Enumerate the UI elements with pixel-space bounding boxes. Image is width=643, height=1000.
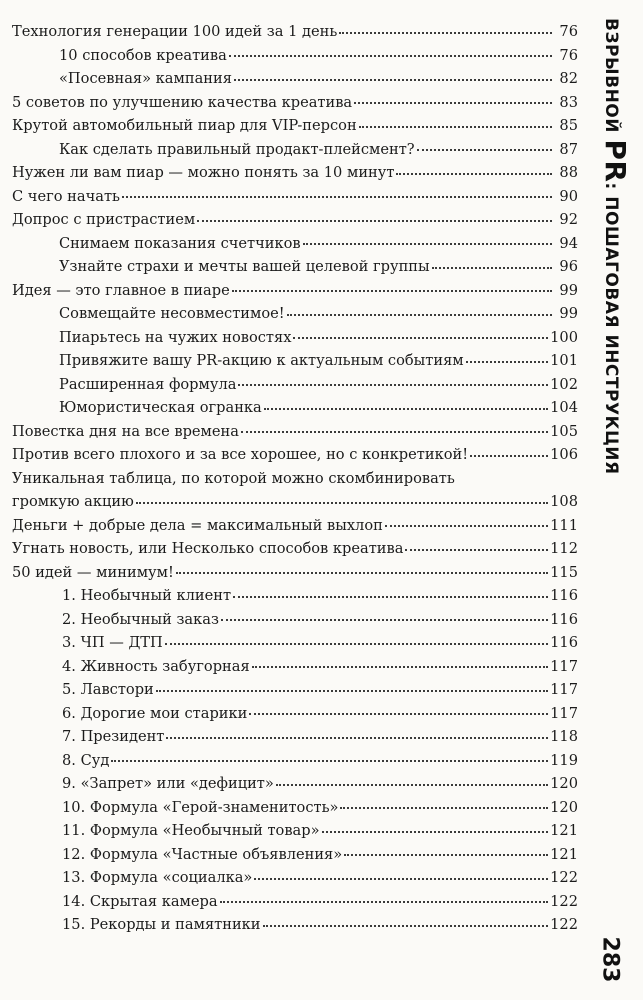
toc-entry-title: Совмещайте несовместимое! bbox=[59, 305, 285, 322]
dot-leader bbox=[166, 736, 548, 739]
dot-leader bbox=[287, 313, 552, 316]
toc-entry bbox=[12, 890, 578, 914]
toc-entry bbox=[12, 232, 578, 256]
toc-entry-title: «Посевная» кампания bbox=[59, 70, 232, 87]
book-title bbox=[599, 18, 632, 475]
toc-entry bbox=[12, 373, 578, 397]
book-title-pr: PR bbox=[599, 139, 632, 183]
toc-entry-title: 14. Скрытая камера bbox=[62, 892, 218, 910]
dot-leader bbox=[241, 430, 548, 433]
toc-entry bbox=[12, 631, 578, 655]
toc-entry-title: 10. Формула «Герой-знаменитость» bbox=[62, 798, 339, 816]
toc-entry bbox=[12, 114, 578, 138]
toc-page-number: 117 bbox=[550, 704, 578, 722]
toc-entry bbox=[12, 208, 578, 232]
dot-leader bbox=[229, 54, 552, 57]
toc-entry bbox=[12, 514, 578, 538]
toc-entry bbox=[12, 20, 578, 44]
dot-leader bbox=[432, 266, 552, 269]
toc-page-number: 105 bbox=[550, 422, 578, 440]
dot-leader bbox=[276, 783, 548, 786]
dot-leader bbox=[136, 501, 548, 504]
book-title-part3: : ПОШАГОВАЯ ИНСТРУКЦИЯ bbox=[601, 182, 621, 475]
toc-entry bbox=[12, 537, 578, 561]
dot-leader bbox=[220, 900, 549, 903]
dot-leader bbox=[176, 571, 548, 574]
dot-leader bbox=[303, 242, 552, 245]
dot-leader bbox=[293, 336, 548, 339]
toc-entry bbox=[12, 443, 578, 467]
toc-entry-title: Как сделать правильный продакт-плейсмент? bbox=[59, 140, 415, 158]
toc-page-number: 96 bbox=[559, 258, 578, 275]
toc-page-number: 99 bbox=[559, 281, 578, 299]
toc-page-number: 122 bbox=[550, 869, 578, 886]
toc-entry bbox=[12, 843, 578, 867]
dot-leader bbox=[359, 125, 552, 128]
toc-entry-title: Допрос с пристрастием bbox=[12, 211, 196, 228]
toc-entry-title: Идея — это главное в пиаре bbox=[12, 281, 230, 299]
toc-entry bbox=[12, 420, 578, 444]
book-title-part1: ВЗРЫВНОЙ bbox=[601, 18, 621, 140]
toc-page-number: 115 bbox=[550, 563, 578, 581]
toc-entry bbox=[12, 725, 578, 749]
dot-leader bbox=[233, 595, 548, 598]
dot-leader bbox=[385, 524, 548, 527]
dot-leader bbox=[263, 924, 549, 927]
toc-entry bbox=[12, 913, 578, 937]
toc-page-number: 118 bbox=[550, 728, 578, 745]
toc-entry bbox=[12, 67, 578, 91]
toc-entry-title: 10 способов креатива bbox=[59, 46, 227, 64]
toc-page-number: 100 bbox=[550, 328, 578, 346]
toc-entry bbox=[12, 349, 578, 373]
toc-entry-title: 50 идей — минимум! bbox=[12, 563, 174, 581]
toc-page-number: 82 bbox=[559, 70, 578, 87]
toc-page-number: 102 bbox=[550, 375, 578, 393]
dot-leader bbox=[156, 689, 548, 692]
toc-entry bbox=[12, 655, 578, 679]
table-of-contents bbox=[12, 20, 578, 937]
toc-page-number: 85 bbox=[559, 117, 578, 134]
toc-entry-title: Привяжите вашу PR-акцию к актуальным событиям bbox=[59, 352, 464, 369]
toc-page-number: 117 bbox=[550, 681, 578, 698]
dot-leader bbox=[234, 78, 552, 81]
toc-entry-title: Крутой автомобильный пиар для VIP-персон bbox=[12, 117, 357, 134]
toc-page-number: 76 bbox=[559, 46, 578, 64]
toc-entry-title: Нужен ли вам пиар — можно понять за 10 минут bbox=[12, 164, 395, 181]
toc-entry-title: 5. Лавстори bbox=[62, 681, 154, 698]
toc-entry-title: Узнайте страхи и мечты вашей целевой группы bbox=[59, 258, 430, 275]
dot-leader bbox=[254, 877, 548, 880]
toc-entry bbox=[12, 91, 578, 115]
toc-entry bbox=[12, 584, 578, 608]
dot-leader bbox=[232, 289, 552, 292]
dot-leader bbox=[417, 148, 552, 151]
toc-entry bbox=[12, 161, 578, 185]
toc-page-number: 112 bbox=[550, 540, 578, 557]
dot-leader bbox=[249, 712, 548, 715]
toc-entry bbox=[12, 749, 578, 773]
toc-entry bbox=[12, 561, 578, 585]
dot-leader bbox=[221, 618, 548, 621]
toc-entry-title: 11. Формула «Необычный товар» bbox=[62, 822, 320, 839]
toc-entry-title: Расширенная формула bbox=[59, 375, 237, 393]
toc-page-number: 94 bbox=[559, 234, 578, 252]
toc-entry-title: 7. Президент bbox=[62, 728, 165, 745]
dot-leader bbox=[396, 172, 552, 175]
toc-page-number: 76 bbox=[559, 23, 578, 40]
dot-leader bbox=[322, 830, 549, 833]
toc-entry-title: 1. Необычный клиент bbox=[62, 587, 232, 604]
dot-leader bbox=[470, 454, 548, 457]
toc-page-number: 83 bbox=[559, 93, 578, 111]
toc-entry-title: Деньги + добрые дела = максимальный выхлоп bbox=[12, 516, 383, 534]
dot-leader bbox=[264, 407, 548, 410]
toc-entry-title: Повестка дня на все времена bbox=[12, 422, 239, 440]
toc-entry-title: 12. Формула «Частные объявления» bbox=[62, 845, 343, 863]
dot-leader bbox=[340, 806, 548, 809]
toc-entry bbox=[12, 608, 578, 632]
toc-entry bbox=[12, 185, 578, 209]
toc-entry bbox=[12, 326, 578, 350]
toc-page-number: 116 bbox=[550, 587, 578, 604]
toc-page-number: 120 bbox=[550, 775, 578, 792]
toc-page-number: 111 bbox=[550, 516, 578, 534]
toc-entry-title: 4. Живность забугорная bbox=[62, 657, 250, 675]
dot-leader bbox=[344, 853, 548, 856]
dot-leader bbox=[122, 195, 552, 198]
toc-page-number: 116 bbox=[550, 634, 578, 651]
toc-page-number: 119 bbox=[550, 751, 578, 769]
running-head bbox=[599, 18, 635, 488]
toc-entry-title: 2. Необычный заказ bbox=[62, 610, 219, 628]
toc-entry-title: 8. Суд bbox=[62, 751, 110, 769]
toc-entry-title: Уникальная таблица, по которой можно скомбинировать bbox=[12, 469, 455, 487]
toc-page-number: 120 bbox=[550, 798, 578, 816]
toc-entry bbox=[12, 44, 578, 68]
toc-page-number: 99 bbox=[559, 305, 578, 322]
toc-page-number: 122 bbox=[550, 892, 578, 910]
toc-page-number: 116 bbox=[550, 610, 578, 628]
toc-entry-title: Против всего плохого и за все хорошее, но с конкретикой! bbox=[12, 446, 469, 463]
dot-leader bbox=[339, 31, 552, 34]
toc-entry bbox=[12, 302, 578, 326]
toc-page-number: 121 bbox=[550, 822, 578, 839]
toc-entry-title: Пиарьтесь на чужих новостях bbox=[59, 328, 292, 346]
toc-page-number: 92 bbox=[559, 211, 578, 228]
toc-entry bbox=[12, 255, 578, 279]
toc-page-number: 101 bbox=[550, 352, 578, 369]
toc-page-number: 108 bbox=[550, 493, 578, 510]
toc-page-number: 88 bbox=[559, 164, 578, 181]
toc-page-number: 121 bbox=[550, 845, 578, 863]
page-number: 283 bbox=[597, 936, 623, 983]
toc-entry bbox=[12, 819, 578, 843]
toc-entry-title: Снимаем показания счетчиков bbox=[59, 234, 301, 252]
toc-page-number: 87 bbox=[559, 140, 578, 158]
dot-leader bbox=[238, 383, 548, 386]
toc-entry bbox=[12, 702, 578, 726]
toc-entry bbox=[12, 138, 578, 162]
toc-entry-title: 9. «Запрет» или «дефицит» bbox=[62, 775, 274, 792]
dot-leader bbox=[354, 101, 552, 104]
toc-entry-title: 13. Формула «социалка» bbox=[62, 869, 253, 886]
toc-entry bbox=[12, 866, 578, 890]
toc-entry bbox=[12, 796, 578, 820]
toc-entry-title: 5 советов по улучшению качества креатива bbox=[12, 93, 353, 111]
toc-page-number: 90 bbox=[559, 187, 578, 205]
toc-entry-title: Угнать новость, или Несколько способов креатива bbox=[12, 540, 404, 557]
dot-leader bbox=[405, 548, 548, 551]
toc-page-number: 122 bbox=[550, 916, 578, 933]
toc-entry-title: 15. Рекорды и памятники bbox=[62, 916, 261, 933]
toc-page-number: 104 bbox=[550, 399, 578, 416]
toc-entry bbox=[12, 467, 578, 514]
toc-entry-title: 6. Дорогие мои старики bbox=[62, 704, 248, 722]
dot-leader bbox=[466, 360, 548, 363]
toc-entry bbox=[12, 772, 578, 796]
toc-page-number: 106 bbox=[550, 446, 578, 463]
toc-entry-title: С чего начать bbox=[12, 187, 120, 205]
toc-entry-title-continued: громкую акцию bbox=[12, 493, 134, 510]
toc-entry-title: Технология генерации 100 идей за 1 день bbox=[12, 23, 338, 40]
toc-entry bbox=[12, 279, 578, 303]
toc-page-number: 117 bbox=[550, 657, 578, 675]
toc-entry-title: 3. ЧП — ДТП bbox=[62, 634, 163, 651]
dot-leader bbox=[165, 642, 548, 645]
toc-entry-title: Юмористическая огранка bbox=[59, 399, 262, 416]
toc-entry bbox=[12, 678, 578, 702]
dot-leader bbox=[111, 759, 548, 762]
dot-leader bbox=[197, 219, 552, 222]
dot-leader bbox=[252, 665, 548, 668]
toc-entry bbox=[12, 396, 578, 420]
